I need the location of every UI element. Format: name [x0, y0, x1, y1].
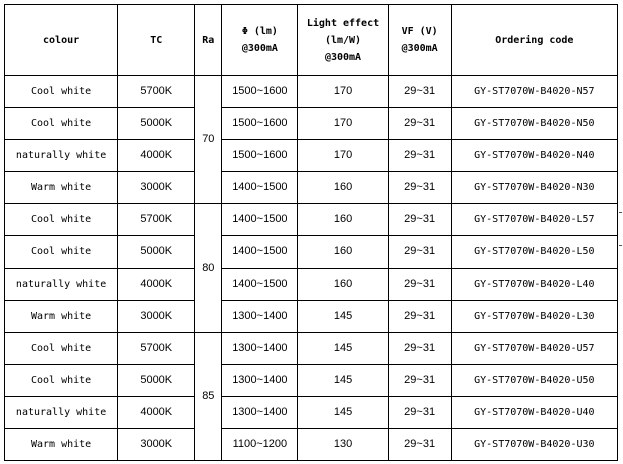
cell-colour: Warm white	[5, 300, 118, 332]
header-eff-line3: @300mA	[324, 51, 362, 63]
cell-vf: 29~31	[388, 172, 451, 204]
cell-vf: 29~31	[388, 332, 451, 364]
header-vf-line2: @300mA	[401, 43, 438, 55]
table-row	[5, 300, 618, 332]
cell-ordering-code: GY-ST7070W-B4020-L30	[451, 300, 617, 332]
cell-tc: 3000K	[118, 428, 195, 460]
cell-colour: naturally white	[5, 268, 118, 300]
header-ordering-code: Ordering code	[451, 5, 617, 76]
cell-flux: 1300~1400	[222, 364, 298, 396]
table-body	[5, 76, 618, 461]
cell-vf: 29~31	[388, 300, 451, 332]
cell-flux: 1500~1600	[222, 108, 298, 140]
table-row	[5, 428, 618, 460]
cell-light-effect: 160	[298, 172, 388, 204]
cell-flux: 1300~1400	[222, 300, 298, 332]
cell-vf: 29~31	[388, 364, 451, 396]
edge-tick-mark	[619, 245, 622, 246]
cell-light-effect: 145	[298, 364, 388, 396]
cell-light-effect: 145	[298, 300, 388, 332]
cell-ordering-code: GY-ST7070W-B4020-L50	[451, 236, 617, 268]
cell-ra: 85	[195, 332, 222, 460]
cell-flux: 1400~1500	[222, 268, 298, 300]
header-flux-line2: @300mA	[241, 43, 278, 55]
header-tc: TC	[118, 5, 195, 76]
cell-light-effect: 160	[298, 204, 388, 236]
cell-colour: naturally white	[5, 396, 118, 428]
header-flux-line1: Φ (lm)	[241, 26, 278, 38]
cell-ordering-code: GY-ST7070W-B4020-N57	[451, 76, 617, 108]
header-eff-line2: (lm/W)	[324, 34, 362, 46]
cell-vf: 29~31	[388, 236, 451, 268]
header-light-effect	[298, 5, 388, 76]
cell-flux: 1400~1500	[222, 204, 298, 236]
cell-colour: Cool white	[5, 332, 118, 364]
cell-tc: 5000K	[118, 108, 195, 140]
cell-colour: naturally white	[5, 140, 118, 172]
cell-tc: 4000K	[118, 396, 195, 428]
header-ra: Ra	[195, 5, 222, 76]
cell-tc: 5700K	[118, 76, 195, 108]
cell-tc: 5700K	[118, 332, 195, 364]
cell-ra: 80	[195, 204, 222, 332]
cell-ordering-code: GY-ST7070W-B4020-N50	[451, 108, 617, 140]
table-row	[5, 140, 618, 172]
cell-flux: 1400~1500	[222, 172, 298, 204]
led-spec-table	[4, 4, 618, 461]
cell-light-effect: 160	[298, 236, 388, 268]
cell-flux: 1300~1400	[222, 396, 298, 428]
table-row	[5, 172, 618, 204]
cell-tc: 5700K	[118, 204, 195, 236]
cell-colour: Warm white	[5, 172, 118, 204]
cell-ordering-code: GY-ST7070W-B4020-N40	[451, 140, 617, 172]
cell-light-effect: 170	[298, 76, 388, 108]
cell-light-effect: 160	[298, 268, 388, 300]
cell-flux: 1100~1200	[222, 428, 298, 460]
cell-colour: Warm white	[5, 428, 118, 460]
cell-ordering-code: GY-ST7070W-B4020-N30	[451, 172, 617, 204]
cell-ordering-code: GY-ST7070W-B4020-U30	[451, 428, 617, 460]
table-row	[5, 332, 618, 364]
cell-tc: 3000K	[118, 300, 195, 332]
table-row	[5, 268, 618, 300]
cell-flux: 1500~1600	[222, 140, 298, 172]
cell-ordering-code: GY-ST7070W-B4020-U40	[451, 396, 617, 428]
cell-tc: 4000K	[118, 268, 195, 300]
cell-light-effect: 145	[298, 396, 388, 428]
cell-ordering-code: GY-ST7070W-B4020-U57	[451, 332, 617, 364]
header-vf-line1: VF (V)	[401, 26, 438, 38]
header-vf	[388, 5, 451, 76]
cell-colour: Cool white	[5, 76, 118, 108]
table-row	[5, 236, 618, 268]
cell-colour: Cool white	[5, 364, 118, 396]
header-colour: colour	[5, 5, 118, 76]
cell-light-effect: 170	[298, 140, 388, 172]
cell-light-effect: 145	[298, 332, 388, 364]
cell-colour: Cool white	[5, 204, 118, 236]
cell-ordering-code: GY-ST7070W-B4020-L57	[451, 204, 617, 236]
cell-vf: 29~31	[388, 428, 451, 460]
cell-vf: 29~31	[388, 108, 451, 140]
cell-vf: 29~31	[388, 268, 451, 300]
cell-light-effect: 130	[298, 428, 388, 460]
table-row	[5, 108, 618, 140]
cell-tc: 5000K	[118, 236, 195, 268]
edge-tick-mark	[619, 212, 622, 213]
cell-tc: 4000K	[118, 140, 195, 172]
cell-tc: 3000K	[118, 172, 195, 204]
header-flux	[222, 5, 298, 76]
cell-ra: 70	[195, 76, 222, 204]
cell-vf: 29~31	[388, 76, 451, 108]
cell-vf: 29~31	[388, 140, 451, 172]
table-row	[5, 396, 618, 428]
cell-flux: 1300~1400	[222, 332, 298, 364]
cell-ordering-code: GY-ST7070W-B4020-L40	[451, 268, 617, 300]
header-eff-line1: Light effect	[306, 17, 380, 29]
cell-vf: 29~31	[388, 396, 451, 428]
cell-colour: Cool white	[5, 108, 118, 140]
header-row	[5, 5, 618, 76]
table-row	[5, 204, 618, 236]
table-row	[5, 364, 618, 396]
cell-colour: Cool white	[5, 236, 118, 268]
cell-flux: 1500~1600	[222, 76, 298, 108]
table-row	[5, 76, 618, 108]
cell-tc: 5000K	[118, 364, 195, 396]
cell-vf: 29~31	[388, 204, 451, 236]
cell-ordering-code: GY-ST7070W-B4020-U50	[451, 364, 617, 396]
cell-light-effect: 170	[298, 108, 388, 140]
cell-flux: 1400~1500	[222, 236, 298, 268]
